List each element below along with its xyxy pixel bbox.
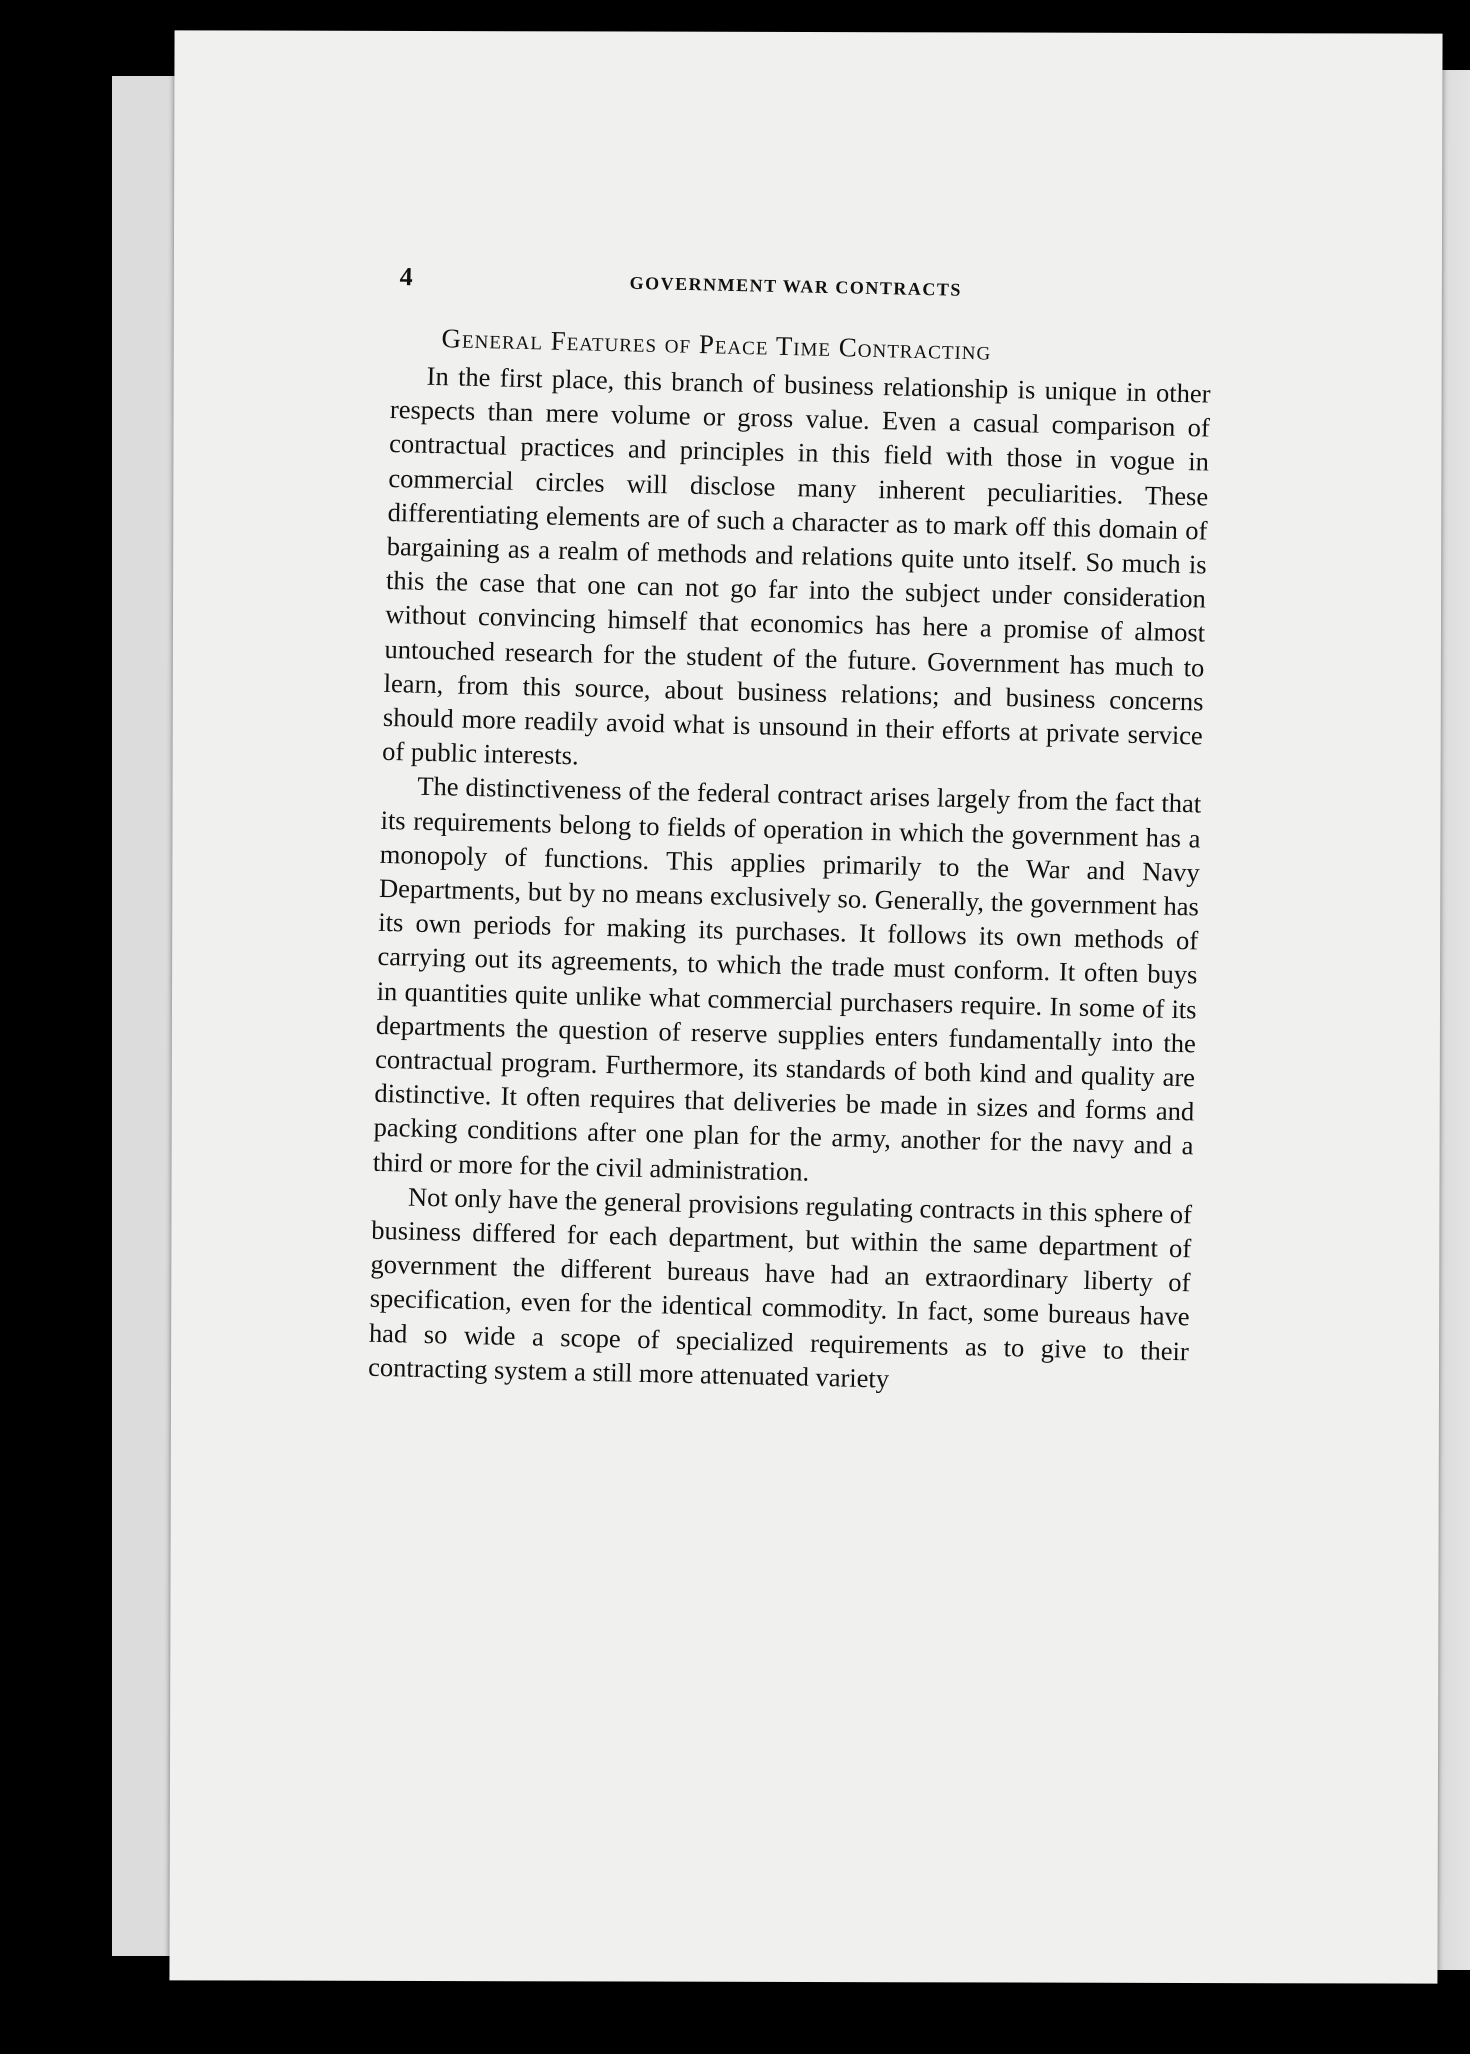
paragraph-2: The distinctiveness of the federal contract arises largely from the fact that its requirements belong to fields of operation in which the government has a monopoly of functions. This applies primarily to the War and Navy Departments, but by no means exclusively so. Generally, the government has its own periods for making its purchases. It follows its own methods of carrying out its agreements, to which the trade must conform. It often buys in quantities quite unlike what commercial purchasers require. In some of its departments the question of reserve supplies enters fundamentally into the contractual program. Furthermore, its standards of both kind and quality are distinctive. It often requires that deliveries be made in sizes and forms and packing conditions after one plan for the army, another for the navy and a third or more for the civil administration. — [372, 771, 1202, 1187]
paragraph-3: Not only have the general provisions regulating contracts in this sphere of business differed for each department, but within the same department of government the different bureaus have had an extraordinary liberty of specification, even for the identical commodity. In fact, some bureaus have had so wide a scope of specialized requirements as to give to their contracting system a still more attenuated variety — [367, 1181, 1193, 1394]
page-number: 4 — [399, 262, 413, 292]
section-title: General Features of Peace Time Contracting — [441, 323, 992, 366]
page-body — [368, 320, 1212, 1402]
running-head: GOVERNMENT WAR CONTRACTS — [629, 272, 963, 300]
paragraph-1: In the first place, this branch of business relationship is unique in other respects than mere volume or gross value. Even a casual comparison of contractual practices and principles in this field with those in vogue in commercial circles will disclose many inherent peculiarities. These differentiating elements are of such a character as to mark off this domain of bargaining as a realm of methods and relations quite unto itself. So much is this the case that one can not go far into the subject under consideration without convincing himself that economics has here a promise of almost untouched research for the student of the future. Government has much to learn, from this source, about business relations; and business concerns should more readily avoid what is unsound in their efforts at private service of public interests. — [381, 360, 1211, 771]
